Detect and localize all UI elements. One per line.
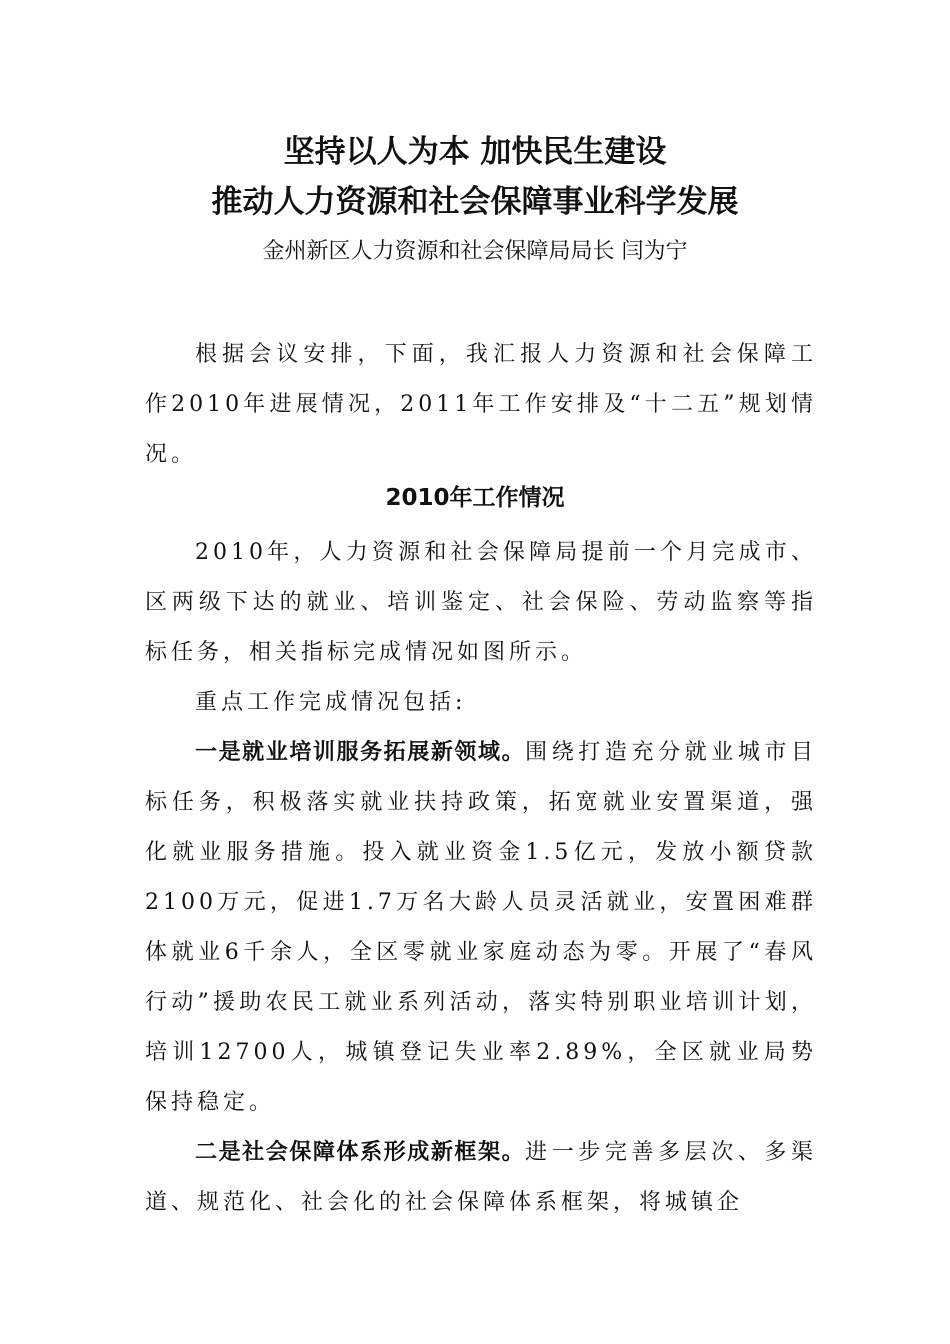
item-employment-body: 围绕打造充分就业城市目标任务，积极落实就业扶持政策，拓宽就业安置渠道，强化就业服务措施。投入就业资金1.5亿元，发放小额贷款2100万元，促进1.7万名大龄人员灵活就业，安置困难群体就业6千余人，全区零就业家庭动态为零。开展了“春风行动”援助农民工就业系列活动，落实特别职业培训计划，培训12700人，城镇登记失业率2.89%，全区就业局势保持稳定。 xyxy=(145,740,817,1115)
item-social-security-paragraph xyxy=(145,1128,817,1228)
item-social-security-body: 进一步完善多层次、多渠道、规范化、社会化的社会保障体系框架，将城镇企 xyxy=(145,1140,817,1215)
item-employment-lead: 一是就业培训服务拓展新领域。 xyxy=(195,740,526,765)
section-heading-2010: 2010年工作情况 xyxy=(385,485,565,511)
document-title-line-1: 坚持以人为本 加快民生建设 xyxy=(283,134,667,170)
paragraph-2010-summary: 2010年，人力资源和社会保障局提前一个月完成市、区两级下达的就业、培训鉴定、社会保险、劳动监察等指标任务，相关指标完成情况如图所示。 xyxy=(145,540,817,665)
item-employment-paragraph xyxy=(145,728,817,1128)
item-social-security-lead: 二是社会保障体系形成新框架。 xyxy=(195,1140,526,1165)
intro-paragraph: 根据会议安排，下面，我汇报人力资源和社会保障工作2010年进展情况，2011年工作安排及“十二五”规划情况。 xyxy=(145,342,817,467)
document-title-line-2: 推动人力资源和社会保障事业科学发展 xyxy=(211,184,739,220)
author-line: 金州新区人力资源和社会保障局局长 闫为宁 xyxy=(262,239,688,264)
key-work-intro: 重点工作完成情况包括: xyxy=(195,690,467,715)
